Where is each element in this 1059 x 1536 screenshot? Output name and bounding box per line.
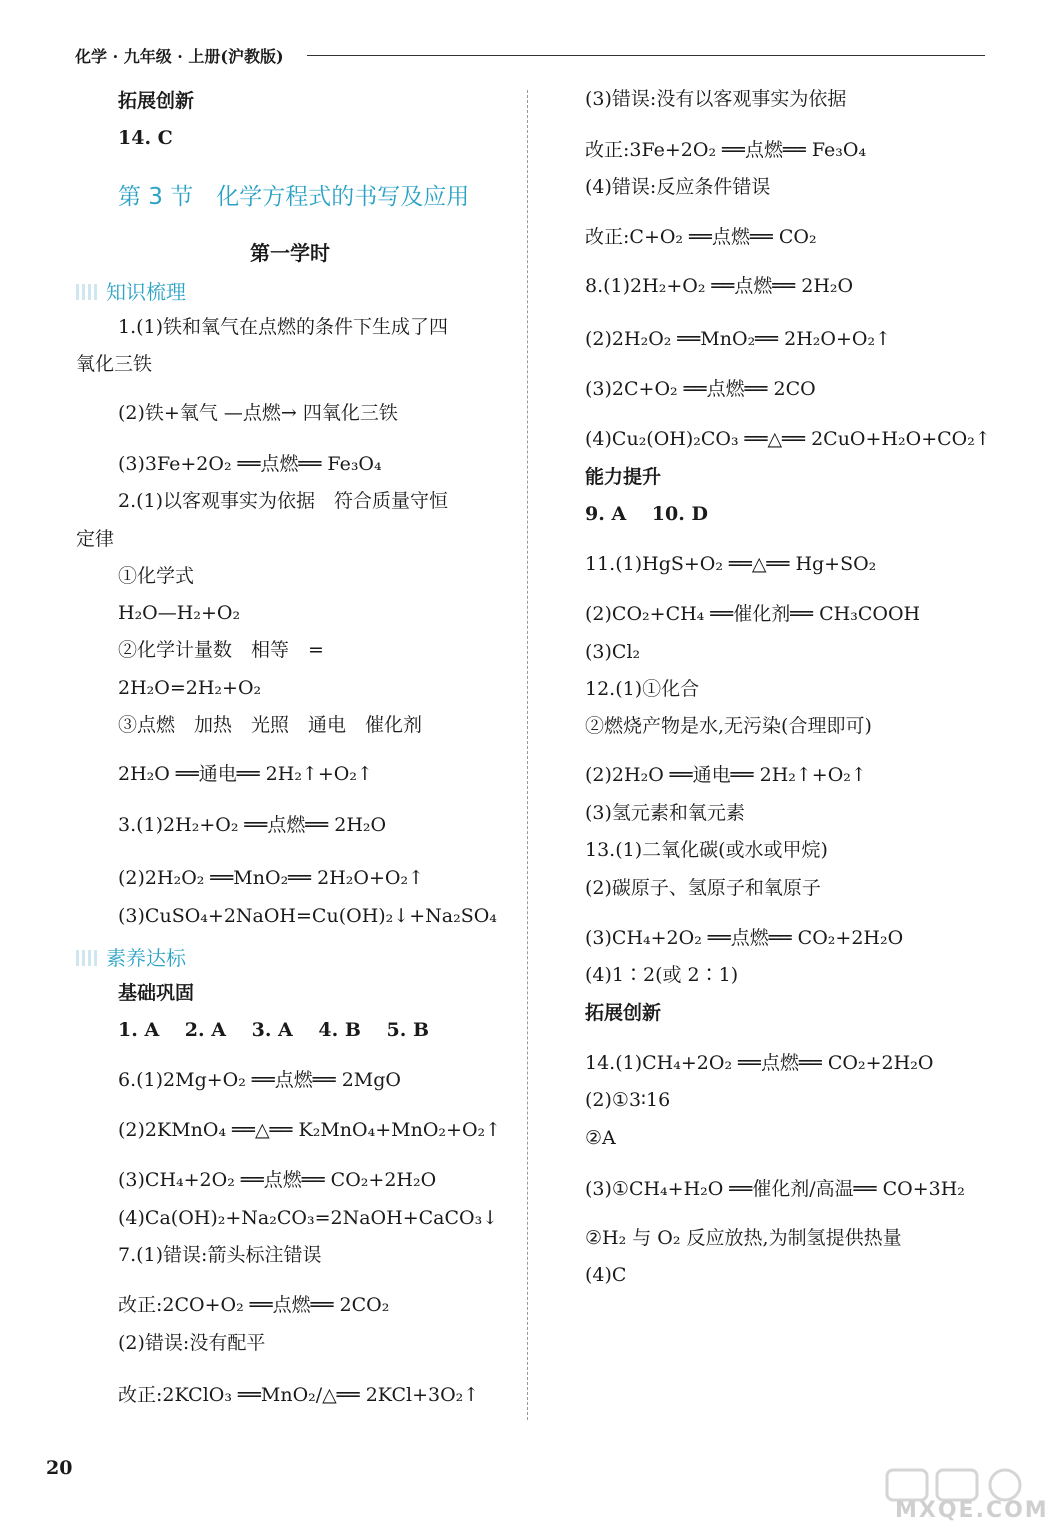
- right-line: ②A: [585, 1127, 616, 1149]
- right-line: (4)Cu₂(OH)₂CO₃ ══△══ 2CuO+H₂O+CO₂↑: [585, 428, 991, 450]
- right-line: (2)碳原子、氢原子和氧原子: [585, 877, 821, 899]
- right-line: (2)CO₂+CH₄ ══催化剂══ CH₃COOH: [585, 603, 921, 625]
- header-title: 化学 · 九年级 · 上册(沪教版): [75, 47, 284, 66]
- left-line: ②化学计量数 相等 =: [118, 639, 324, 661]
- page-number: 20: [46, 1457, 73, 1479]
- right-line: 11.(1)HgS+O₂ ══△══ Hg+SO₂: [585, 553, 877, 575]
- right-line: 改正:3Fe+2O₂ ══点燃══ Fe₃O₄: [585, 139, 867, 161]
- section-title: 第 3 节 化学方程式的书写及应用: [118, 184, 470, 210]
- left-line: (2)铁+氧气 —点燃→ 四氧化三铁: [118, 402, 398, 424]
- left-line: 拓展创新: [118, 90, 195, 112]
- right-line: (4)1∶2(或 2∶1): [585, 964, 739, 986]
- left-line: (2)2KMnO₄ ══△══ K₂MnO₄+MnO₂+O₂↑: [118, 1119, 502, 1141]
- right-line: (4)错误:反应条件错误: [585, 176, 771, 198]
- left-line: 改正:2KClO₃ ══MnO₂/△══ 2KCl+3O₂↑: [118, 1384, 480, 1406]
- right-line: (3)错误:没有以客观事实为依据: [585, 88, 847, 110]
- left-line: 2H₂O ══通电══ 2H₂↑+O₂↑: [118, 763, 373, 785]
- right-line: 改正:C+O₂ ══点燃══ CO₂: [585, 226, 817, 248]
- right-line: (3)Cl₂: [585, 641, 641, 663]
- right-line: (3)①CH₄+H₂O ══催化剂/高温══ CO+3H₂: [585, 1178, 965, 1200]
- left-line: 改正:2CO+O₂ ══点燃══ 2CO₂: [118, 1294, 390, 1316]
- left-line: (3)3Fe+2O₂ ══点燃══ Fe₃O₄: [118, 453, 382, 475]
- left-line: H₂O—H₂+O₂: [118, 602, 241, 624]
- left-line: 6.(1)2Mg+O₂ ══点燃══ 2MgO: [118, 1069, 401, 1091]
- page-header: [75, 44, 985, 66]
- right-line: (2)2H₂O₂ ══MnO₂══ 2H₂O+O₂↑: [585, 328, 891, 350]
- watermark-text: MXQE.COM: [895, 1498, 1049, 1523]
- left-line: 3.(1)2H₂+O₂ ══点燃══ 2H₂O: [118, 814, 387, 836]
- left-line: (3)CH₄+2O₂ ══点燃══ CO₂+2H₂O: [118, 1169, 437, 1191]
- right-line: 能力提升: [585, 466, 662, 488]
- watermark-emblem-icon: [885, 1468, 1035, 1502]
- left-line: 2.(1)以客观事实为依据 符合质量守恒: [118, 490, 449, 512]
- heading-decoration-icon: [76, 950, 100, 966]
- column-divider: [527, 90, 528, 1420]
- left-line: ①化学式: [118, 565, 195, 587]
- right-line: 13.(1)二氧化碳(或水或甲烷): [585, 839, 828, 861]
- right-line: 14.(1)CH₄+2O₂ ══点燃══ CO₂+2H₂O: [585, 1052, 934, 1074]
- left-line: ③点燃 加热 光照 通电 催化剂: [118, 714, 423, 736]
- subsection-heading: 知识梳理: [76, 276, 186, 305]
- left-line: (4)Ca(OH)₂+Na₂CO₃=2NaOH+CaCO₃↓: [118, 1207, 499, 1229]
- lesson-title: 第一学时: [250, 241, 330, 265]
- subsection-heading: 素养达标: [76, 942, 186, 971]
- right-line: ②H₂ 与 O₂ 反应放热,为制氢提供热量: [585, 1227, 902, 1249]
- left-line: 2H₂O=2H₂+O₂: [118, 677, 262, 699]
- right-line: ②燃烧产物是水,无污染(合理即可): [585, 715, 872, 737]
- left-line: (3)CuSO₄+2NaOH=Cu(OH)₂↓+Na₂SO₄: [118, 905, 497, 927]
- left-line: 氧化三铁: [76, 353, 153, 375]
- right-line: (3)CH₄+2O₂ ══点燃══ CO₂+2H₂O: [585, 927, 904, 949]
- left-line: 定律: [76, 528, 115, 550]
- right-line: 拓展创新: [585, 1002, 662, 1024]
- left-line: 1.(1)铁和氧气在点燃的条件下生成了四: [118, 316, 449, 338]
- right-line: (2)①3∶16: [585, 1089, 671, 1111]
- right-line: (3)2C+O₂ ══点燃══ 2CO: [585, 378, 816, 400]
- right-line: 9. A 10. D: [585, 503, 708, 525]
- header-rule: [307, 55, 985, 56]
- left-line: (2)错误:没有配平: [118, 1332, 266, 1354]
- heading-decoration-icon: [76, 284, 100, 300]
- left-line: 14. C: [118, 127, 173, 149]
- left-line: 基础巩固: [118, 982, 195, 1004]
- right-line: 8.(1)2H₂+O₂ ══点燃══ 2H₂O: [585, 275, 854, 297]
- right-line: (3)氢元素和氧元素: [585, 802, 745, 824]
- right-line: (2)2H₂O ══通电══ 2H₂↑+O₂↑: [585, 764, 867, 786]
- left-line: (2)2H₂O₂ ══MnO₂══ 2H₂O+O₂↑: [118, 867, 424, 889]
- watermark-logo: [885, 1468, 1049, 1526]
- right-line: 12.(1)①化合: [585, 678, 700, 700]
- left-line: 7.(1)错误:箭头标注错误: [118, 1244, 322, 1266]
- right-line: (4)C: [585, 1264, 627, 1286]
- left-line: 1. A 2. A 3. A 4. B 5. B: [118, 1019, 430, 1041]
